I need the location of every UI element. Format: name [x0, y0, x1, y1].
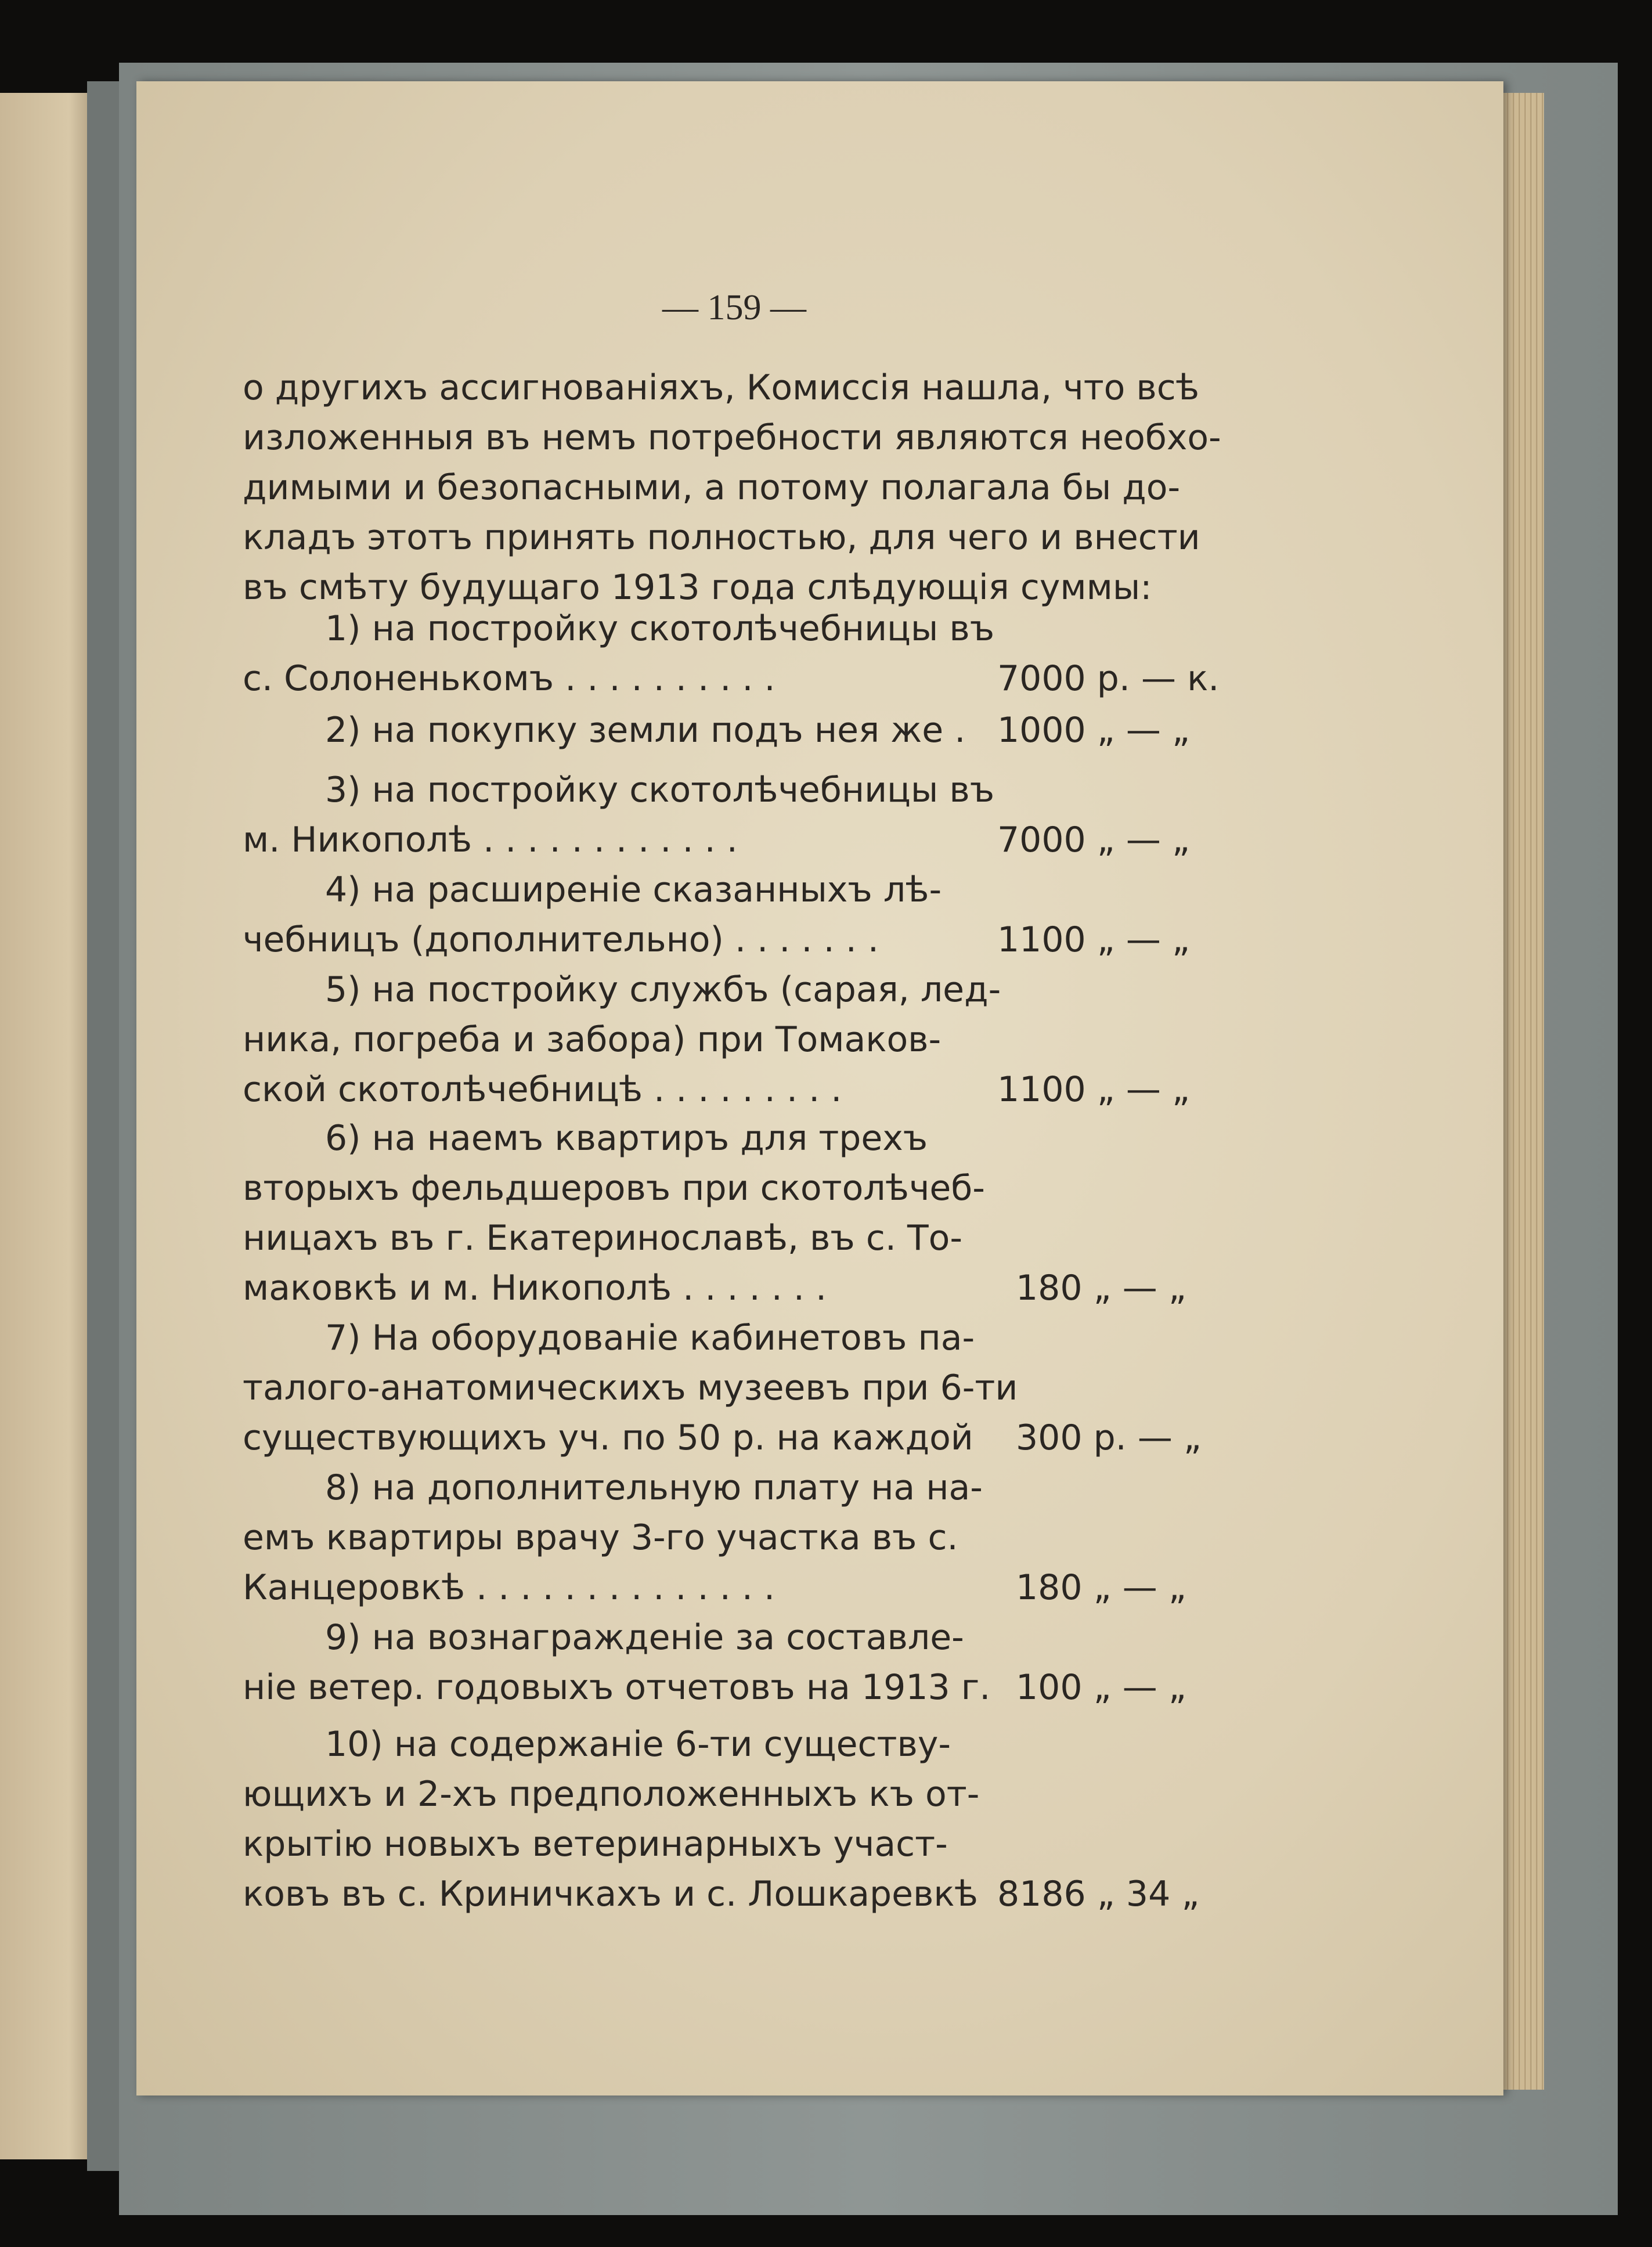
intro-line: изложенныя въ немъ потребности являются необхо-	[243, 417, 1221, 458]
item-10-line-3: крытію новыхъ ветеринарныхъ участ-	[243, 1824, 948, 1864]
item-5-line-2: ника, погреба и забора) при Томаков-	[243, 1019, 942, 1060]
item-5-line-1: 5) на постройку службъ (сарая, лед-	[325, 969, 1001, 1010]
intro-line: димыми и безопасными, а потому полагала бы до-	[243, 467, 1181, 508]
item-8-line-3: Канцеровкѣ . . . . . . . . . . . . . .	[243, 1567, 775, 1608]
item-5-amount: 1100 „ — „	[997, 1069, 1191, 1110]
item-3-line-2: м. Никополѣ . . . . . . . . . . . .	[243, 820, 738, 860]
item-1-line-2: с. Солоненькомъ . . . . . . . . . .	[243, 658, 775, 699]
item-6-line-3: ницахъ въ г. Екатеринославѣ, въ с. То-	[243, 1218, 962, 1258]
item-7-amount: 300 р. — „	[1016, 1418, 1202, 1458]
item-6-line-4: маковкѣ и м. Никополѣ . . . . . . .	[243, 1268, 827, 1308]
item-8-line-1: 8) на дополнительную плату на на-	[325, 1467, 983, 1508]
item-5-line-3: ской скотолѣчебницѣ . . . . . . . . .	[243, 1069, 842, 1110]
item-7-line-1: 7) На оборудованіе кабинетовъ па-	[325, 1318, 975, 1358]
item-9-line-2: ніе ветер. годовыхъ отчетовъ на 1913 г.	[243, 1667, 991, 1708]
item-10-line-1: 10) на содержаніе 6-ти существу-	[325, 1724, 951, 1765]
intro-line: о другихъ ассигнованіяхъ, Комиссія нашла, что всѣ	[243, 367, 1200, 408]
item-3-line-1: 3) на постройку скотолѣчебницы въ	[325, 770, 995, 810]
item-6-amount: 180 „ — „	[1016, 1268, 1186, 1308]
item-1-line-1: 1) на постройку скотолѣчебницы въ	[325, 608, 995, 649]
intro-line: кладъ этотъ принять полностью, для чего и внести	[243, 517, 1200, 558]
item-2-line-1: 2) на покупку земли подъ нея же .	[325, 710, 966, 751]
item-9-amount: 100 „ — „	[1016, 1667, 1186, 1708]
item-10-line-2: ющихъ и 2-хъ предположенныхъ къ от-	[243, 1774, 980, 1815]
item-2-amount: 1000 „ — „	[997, 710, 1191, 751]
item-4-line-1: 4) на расширеніе сказанныхъ лѣ-	[325, 870, 942, 910]
item-7-line-3: существующихъ уч. по 50 р. на каждой	[243, 1418, 973, 1458]
item-4-amount: 1100 „ — „	[997, 919, 1191, 960]
item-6-line-1: 6) на наемъ квартиръ для трехъ	[325, 1118, 928, 1159]
book-spine	[87, 81, 122, 2171]
item-8-amount: 180 „ — „	[1016, 1567, 1186, 1608]
item-6-line-2: вторыхъ фельдшеровъ при скотолѣчеб-	[243, 1168, 985, 1209]
item-9-line-1: 9) на вознагражденіе за составле-	[325, 1617, 964, 1658]
item-3-amount: 7000 „ — „	[997, 820, 1191, 860]
item-1-amount: 7000 р. — к.	[997, 658, 1220, 699]
page-number: — 159 —	[662, 288, 806, 327]
facing-page-edge	[0, 93, 99, 2159]
intro-line: въ смѣту будущаго 1913 года слѣдующія суммы:	[243, 567, 1152, 608]
item-10-amount: 8186 „ 34 „	[997, 1874, 1200, 1914]
item-8-line-2: емъ квартиры врачу 3-го участка въ с.	[243, 1517, 958, 1558]
item-4-line-2: чебницъ (дополнительно) . . . . . . .	[243, 919, 879, 960]
item-7-line-2: талого-анатомическихъ музеевъ при 6-ти	[243, 1368, 1018, 1408]
item-10-line-4: ковъ въ с. Криничкахъ и с. Лошкаревкѣ	[243, 1874, 978, 1914]
intro-paragraph	[243, 363, 1224, 612]
